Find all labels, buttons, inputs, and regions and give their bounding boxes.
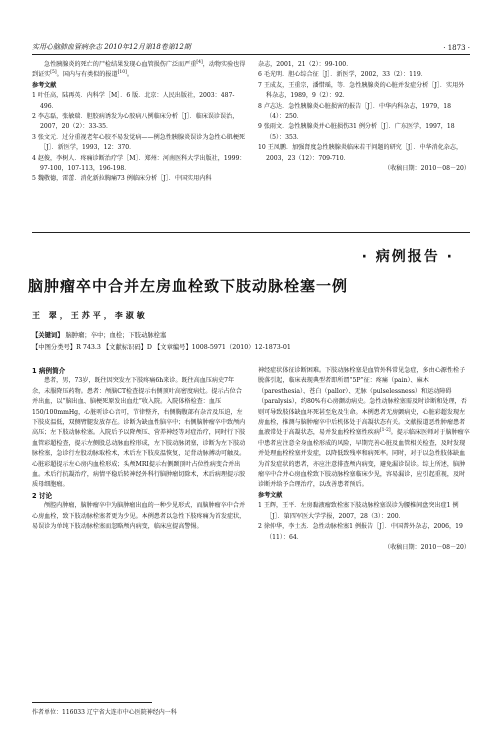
classification-line: 【中图分类号】R 743.3 【文献标识码】D 【文章编号】1008-5971（2010）12-1873-01	[32, 344, 291, 351]
reference-item: 杂志，2001，21（2）：99-100．	[258, 61, 353, 68]
running-header	[32, 40, 470, 55]
article-authors: 王 翠，王苏平，李淑敏	[32, 310, 148, 320]
case-paragraph: 患者，男，73岁，既往因突发左下肢疼痛6h来诊。既往高血压病史7年余，未服降压药物。患者：颅脑CT检查提示右侧顶叶高密度病灶。提示占位合并出血，以“脑出血、脑梗死原发出血灶”收入院。入院体格检查：血压150/100mmHg，心脏听诊心音可，节律整齐，右侧胸腹部有杂音及压迫，左下肢皮温低，双侧臂腿发放存在。诊断为缺血性脑卒中；右侧脑肿瘤卒中致颅内高压；左下肢动脉栓塞。入院后予以降颅压、营养神经等对症治疗，同时行下肢血管彩超检查，提示左侧股总动脉血栓形成，左下肢动脉闭塞，诊断为左下肢动脉栓塞，急诊行左股动脉取栓术，术后左下肢皮温恢复，足背动脉搏动可触及。心脏彩超提示左心房内血栓形成；头颅MRI提示右侧颞顶叶占位性病变合并出血。术后行抗凝治疗，病情平稳后转神经外科行脑肿瘤切除术，术后病理提示胶质母细胞瘤。	[32, 377, 246, 489]
article-title: 脑肿瘤卒中合并左房血栓致下肢动脉栓塞一例	[28, 277, 349, 295]
reference-item: 2 李志磊，张敏瑞．胆胶病诱发为心胶病八例临床分析［J］．临床误诊误治，2007，20（2）：33-35．	[32, 113, 239, 131]
journal-issue: 实用心脑肺血管病杂志 2010年12月第18卷第12期	[32, 43, 191, 51]
article-right-column	[258, 366, 470, 698]
footnote-rule	[32, 702, 152, 703]
discussion-heading: 2 讨论	[32, 491, 53, 500]
reference-item: 1 王辉，王平．左房黏液瘤致栓塞下肢动脉栓塞误诊为腰椎间盘突出症1 例［J］．第四军医大学学报，2007，28（3）：200．	[258, 502, 459, 520]
author-unit: 作者单位：116033 辽宁省大连市中心医院神经内一科	[32, 709, 177, 716]
reference-item: 1 叶任高，陆再英．内科学［M］．6 版．北京：人民出版社，2003：487-496．	[32, 92, 235, 110]
received-date: （收稿日期：2010－08－20）	[384, 543, 470, 551]
received-date: （收稿日期：2010－08－20）	[384, 165, 470, 173]
reference-item: 9 张雨文．急性胰腺炎并心脏损伤31 例分析［J］．广东医学，1997，18（5）：353．	[258, 123, 455, 141]
case-heading: 1 病例简介	[32, 367, 66, 375]
refs-heading: 参考文献	[32, 81, 57, 89]
reference-item: 3 张文元．过分重视老年心胶不易发觉病——例急性胰腺炎误诊为急性心肌梗死［J］．新医学，1993，12：370．	[32, 133, 246, 152]
reference-item: 2 徐仲华，李士杰．急性动脉栓塞1 例报告［J］．中国普外杂志，2006，19（11）：64．	[258, 523, 463, 541]
keywords-line: 【关键词】 脑肿瘤；卒中；血栓；下肢动脉栓塞	[32, 332, 167, 339]
reference-item: 7 王成友，王重宗，潘惜瑶，等．急性胰腺炎的心脏并发症分析［J］．实用外科杂志，1989，9（2）：92．	[258, 81, 465, 100]
discussion-paragraph: 颅腔内肿瘤，脑肿瘤卒中为脑肿瘤出血的一种少见形式，而脑肿瘤卒中合并心房血栓，致下肢动脉栓塞者更为少见。本例患者以急性下肢疼痛为首发症状，易误诊为单纯下肢动脉栓塞而忽略颅内病变，临床应提高警惕。	[32, 502, 246, 531]
reference-item: 5 魏敬德，雷蕾．消化新拉胸痛73 例临床分析［J］．中国实用内科	[32, 175, 212, 183]
prev-article-left-column	[32, 60, 246, 185]
article-left-column	[32, 366, 246, 696]
refs-heading: 参考文献	[258, 491, 283, 499]
section-label: · 病例报告 ·	[361, 249, 454, 265]
reference-item: 4 赵俊，李树人．疼痛诊断治疗学［M］．郑州：河南医科大学出版社，1999：97-100，107-113，196-198．	[32, 154, 246, 173]
discussion-continued: 神经症状体征诊断困难。下肢动脉栓塞是血管外科常见急症，多由心源性栓子脱落引起，临床表现典型者即所谓“5P”征：疼痛（pain）、麻木（paresthesia）、苍白（pallor）、无脉（pulselessness）和运动障碍（paralysis），约80%有心房颤动病史。急性动脉栓塞需及时诊断和处理，否则可导致肢体缺血坏死甚至危及生命。本例患者无房颤病史，心脏彩超发现左房血栓，推测与脑肿瘤卒中后机体处于高凝状态有关。文献报道恶性肿瘤患者血液常处于高凝状态，易并发血栓栓塞性疾病[1-2]。提示临床医师对于脑肿瘤卒中患者应注意全身血栓形成的风险，早期完善心脏及血管相关检查，及时发现并处理血栓栓塞并发症，以降低致残率和病死率。同时，对于以急性肢体缺血为首发症状的患者，亦应注意排查颅内病变，避免漏诊误诊。综上所述，脑肿瘤卒中合并心房血栓致下肢动脉栓塞临床少见，容易漏诊，应引起重视，及时诊断并给予合理治疗，以改善患者预后。	[258, 367, 470, 489]
continuation-paragraph: 急性胰腺炎的死亡的尸检结果发现心血管损伤广泛而严重[4]，动物实验也得到证实[5]。国内与有类似的报道[10]。	[32, 59, 246, 79]
article-separator	[32, 232, 470, 233]
reference-item: 10 王凤鹏．加强肾度急性胰腺炎临床若干问题的研究［J］．中华消化杂志，2003，23（12）：709-710．	[258, 144, 463, 162]
reference-item: 6 毛光明．胆心综合征［J］．新医学，2002，33（2）：119．	[258, 71, 427, 79]
prev-article-right-column	[258, 60, 470, 174]
reference-item: 8 卢志达．急性胰腺炎心脏损害的报告［J］．中华内科杂志，1979，18（4）：250．	[258, 102, 451, 121]
page-number: · 1873 ·	[443, 44, 470, 52]
